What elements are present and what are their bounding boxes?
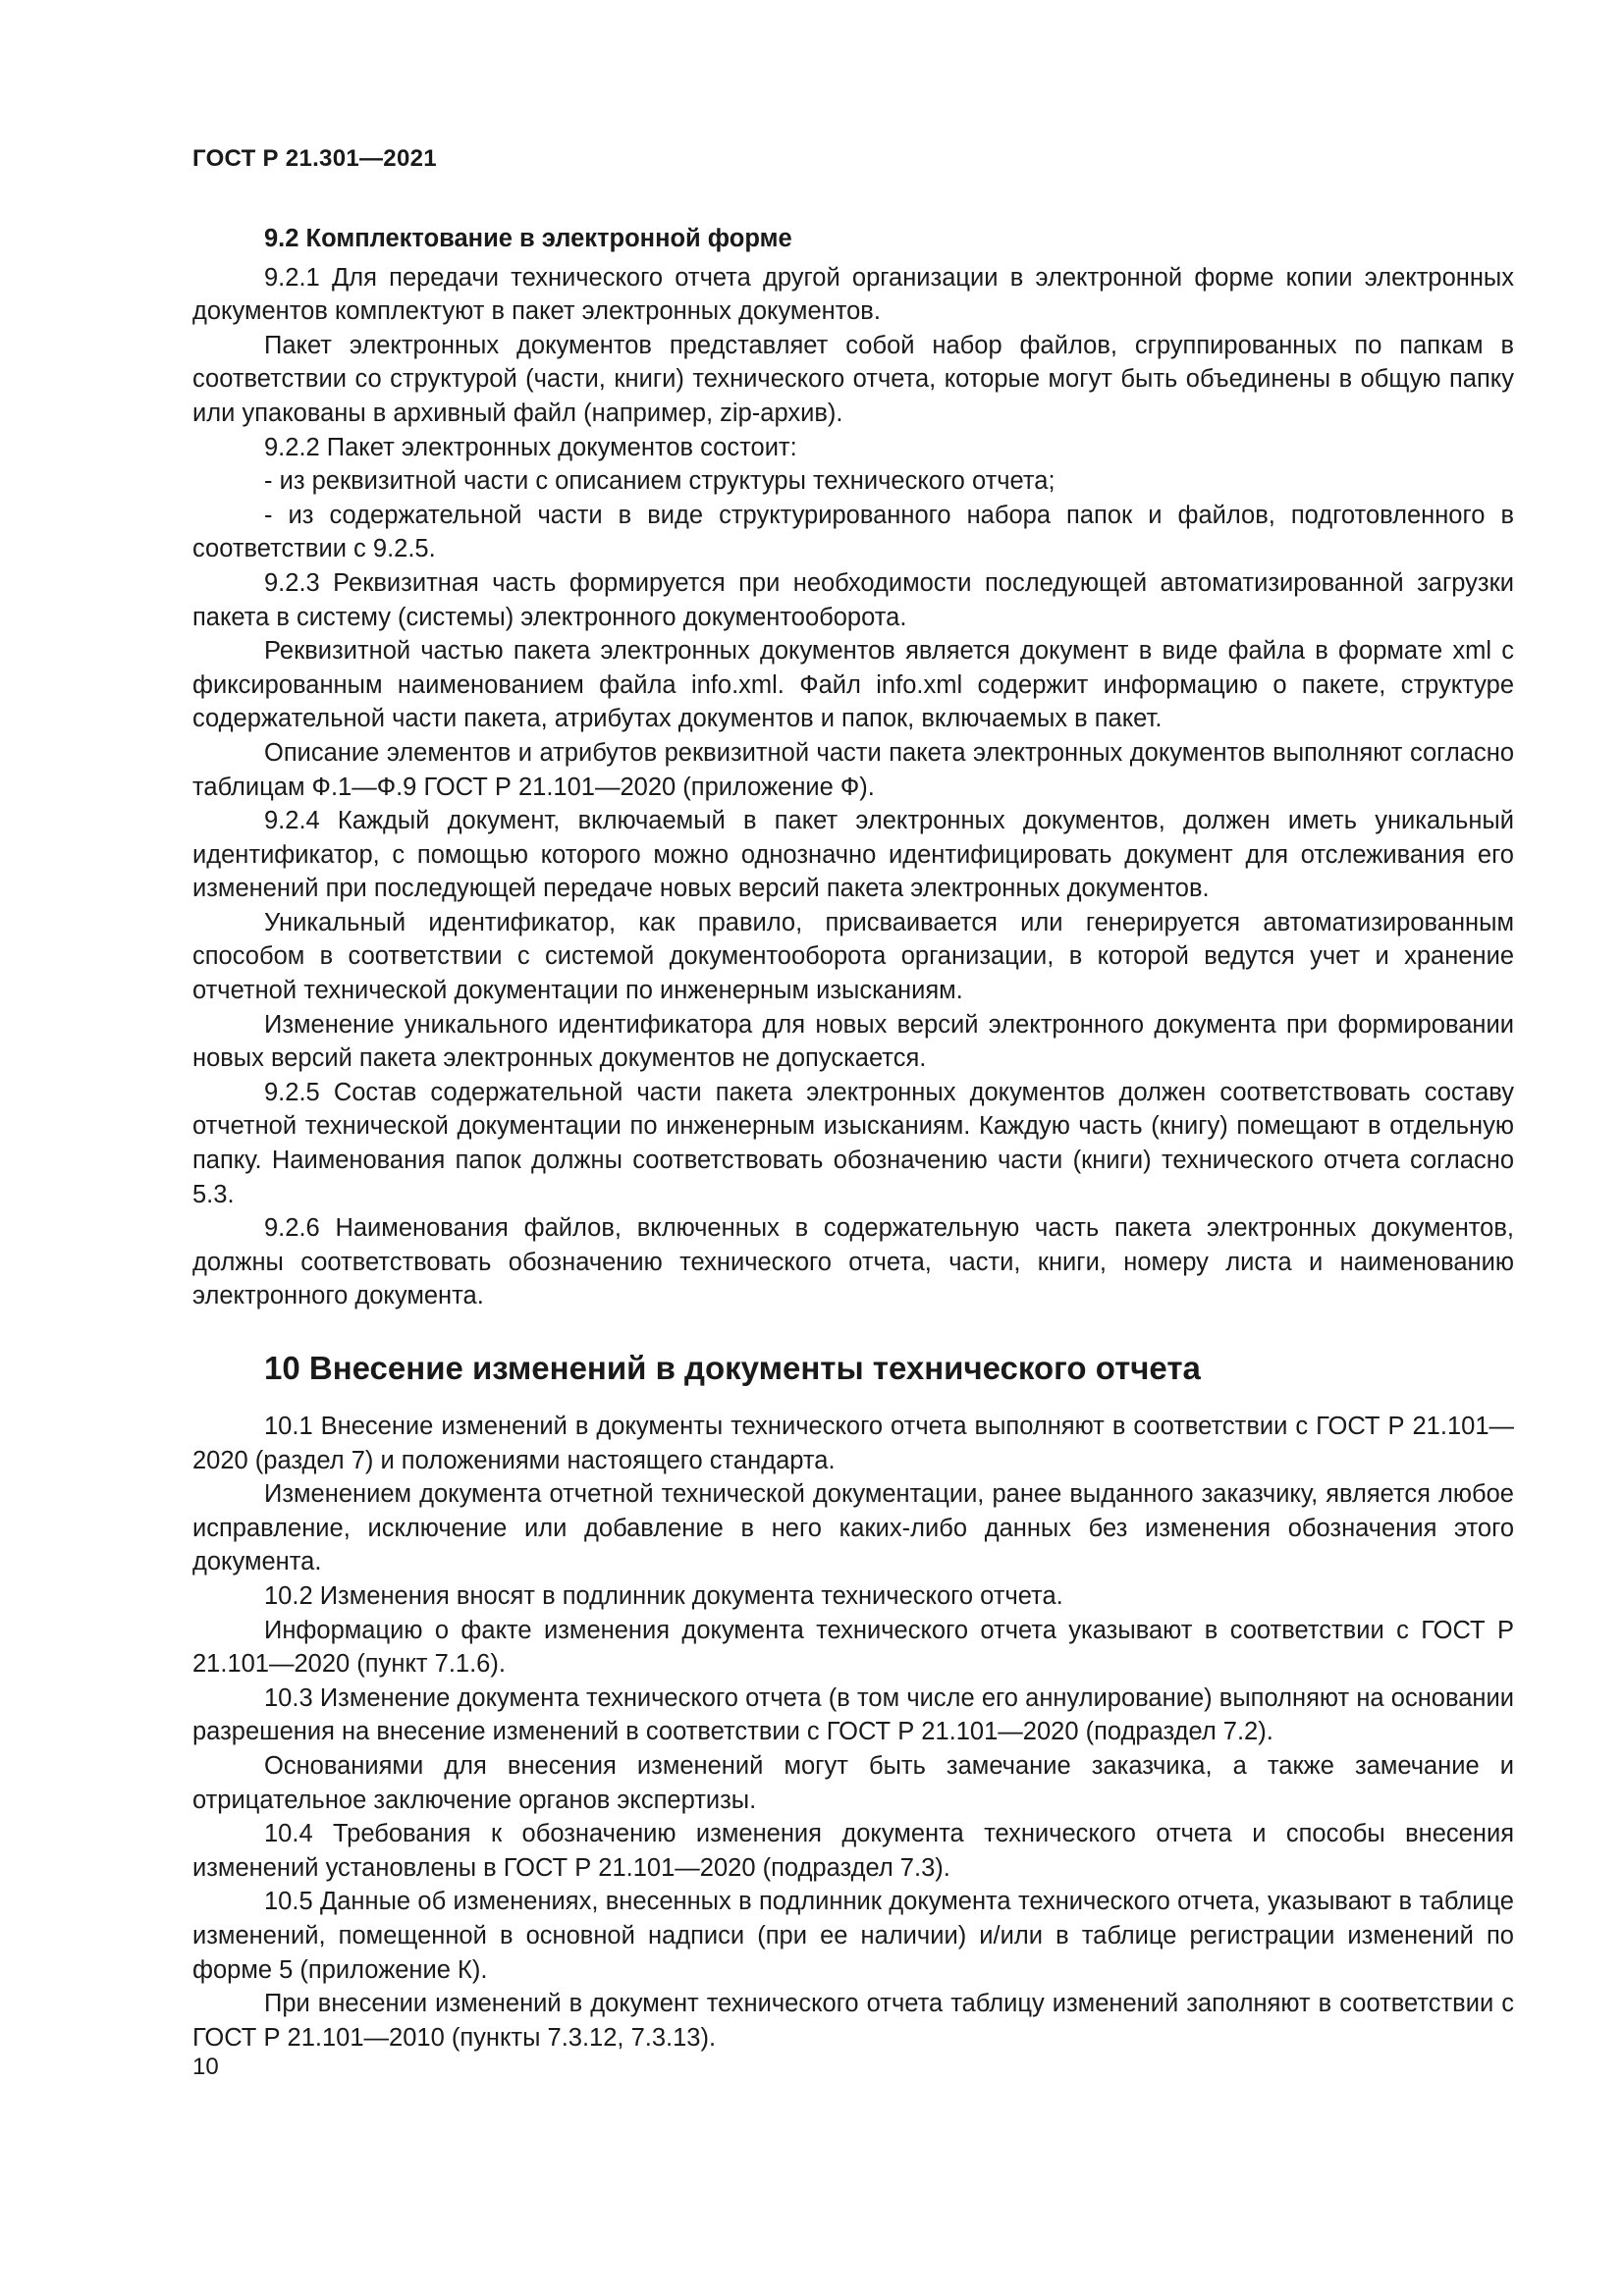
section-10-heading: 10 Внесение изменений в документы технического отчета (264, 1350, 1201, 1386)
paragraph: 9.2.1 Для передачи технического отчета другой организации в электронной форме копии электронных документов комплектуют в пакет электронных документов. (192, 263, 1514, 326)
paragraph: 10.2 Изменения вносят в подлинник документа технического отчета. (264, 1581, 1063, 1610)
document-code: ГОСТ Р 21.301—2021 (192, 145, 437, 172)
paragraph: Изменение уникального идентификатора для новых версий электронного документа при формировании новых версий пакета электронных документов не допускается. (192, 1010, 1514, 1073)
paragraph: 10.3 Изменение документа технического отчета (в том числе его аннулирование) выполняют на основании разрешения на внесение изменений в соответствии с ГОСТ Р 21.101—2020 (подраздел 7.2). (192, 1683, 1514, 1746)
paragraph: Основаниями для внесения изменений могут быть замечание заказчика, а также замечание и отрицательное заключение органов экспертизы. (192, 1751, 1514, 1814)
paragraph: Описание элементов и атрибутов реквизитной части пакета электронных документов выполняют согласно таблицам Ф.1—Ф.9 ГОСТ Р 21.101—2020 (приложение Ф). (192, 738, 1514, 801)
paragraph: При внесении изменений в документ технического отчета таблицу изменений заполняют в соответствии с ГОСТ Р 21.101—2010 (пункты 7.3.12, 7.3.13). (192, 1990, 1514, 2052)
section-9-2-heading: 9.2 Комплектование в электронной форме (264, 225, 792, 252)
paragraph: 9.2.4 Каждый документ, включаемый в пакет электронных документов, должен иметь уникальный идентификатор, с помощью которого можно однозначно идентифицировать документ для отслеживания его изменений при последующей передаче новых версий пакета электронных документов. (192, 807, 1514, 903)
paragraph: 9.2.5 Состав содержательной части пакета электронных документов должен соответствовать составу отчетной технической документации по инженерным изысканиям. Каждую часть (книгу) помещают в отдельную папку. Наименования папок должны соответствовать обозначению части (книги) технического отчета согласно 5.3. (192, 1078, 1514, 1208)
paragraph: Реквизитной частью пакета электронных документов является документ в виде файла в формате xml с фиксированным наименованием файла info.xml. Файл info.xml содержит информацию о пакете, структуре содержательной части пакета, атрибутах документов и папок, включаемых в пакет. (192, 637, 1514, 733)
list-item: - из содержательной части в виде структурированного набора папок и файлов, подготовленного в соответствии с 9.2.5. (192, 501, 1514, 563)
paragraph: 10.4 Требования к обозначению изменения документа технического отчета и способы внесения изменений установлены в ГОСТ Р 21.101—2020 (подраздел 7.3). (192, 1820, 1514, 1882)
paragraph: 10.1 Внесение изменений в документы технического отчета выполняют в соответствии с ГОСТ Р 21.101—2020 (раздел 7) и положениями настоящего стандарта. (192, 1413, 1514, 1474)
paragraph: 9.2.3 Реквизитная часть формируется при необходимости последующей автоматизированной загрузки пакета в систему (системы) электронного документооборота. (192, 568, 1514, 631)
paragraph: Изменением документа отчетной технической документации, ранее выданного заказчику, является любое исправление, исключение или добавление в него каких-либо данных без изменения обозначения этого документа. (192, 1480, 1514, 1576)
paragraph: Информацию о факте изменения документа технического отчета указывают в соответствии с ГОСТ Р 21.101—2020 (пункт 7.1.6). (192, 1616, 1514, 1679)
paragraph: 9.2.2 Пакет электронных документов состоит: (264, 433, 797, 461)
paragraph: Пакет электронных документов представляет собой набор файлов, сгруппированных по папкам в соответствии со структурой (части, книги) технического отчета, которые могут быть объединены в общую папку или упакованы в архивный файл (например, zip-архив). (192, 331, 1514, 427)
list-item: - из реквизитной части с описанием структуры технического отчета; (264, 467, 1056, 496)
document-body (192, 222, 1514, 2055)
paragraph: Уникальный идентификатор, как правило, присваивается или генерируется автоматизированным способом в соответствии с системой документооборота организации, в которой ведутся учет и хранение отчетной технической документации по инженерным изысканиям. (192, 908, 1514, 1005)
paragraph: 10.5 Данные об изменениях, внесенных в подлинник документа технического отчета, указывают в таблице изменений, помещенной в основной надписи (при ее наличии) и/или в таблице регистрации изменений по форме 5 (приложение К). (192, 1888, 1514, 1984)
page-number: 10 (192, 2054, 219, 2080)
paragraph: 9.2.6 Наименования файлов, включенных в содержательную часть пакета электронных документов, должны соответствовать обозначению технического отчета, части, книги, номеру листа и наименованию электронного документа. (192, 1214, 1514, 1310)
